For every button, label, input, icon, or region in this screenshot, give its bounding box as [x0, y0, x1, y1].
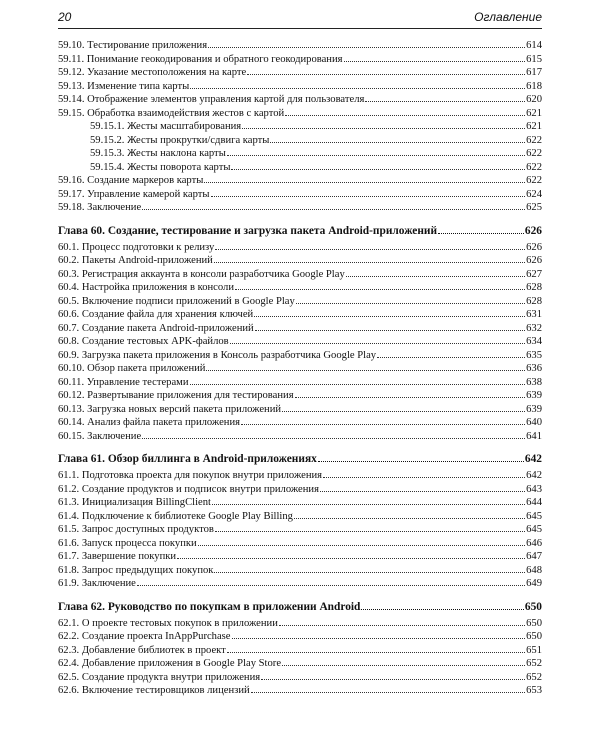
page-ref: 631: [526, 309, 542, 320]
dot-leader: [318, 461, 524, 462]
toc-subentry[interactable]: [58, 161, 542, 175]
toc-entry[interactable]: [58, 308, 542, 322]
entry-title: 61.8. Запрос предыдущих покупок: [58, 564, 214, 576]
entry-title: 61.1. Подготовка проекта для покупок внутри приложения: [58, 470, 323, 481]
toc-entry[interactable]: [58, 550, 542, 564]
entry-title: 62.5. Создание продукта внутри приложения: [58, 671, 261, 683]
toc-entry[interactable]: [58, 430, 542, 444]
dot-leader: [137, 585, 525, 586]
page-ref: 638: [526, 376, 542, 388]
toc-entry[interactable]: [58, 281, 542, 295]
toc-entry[interactable]: [58, 188, 542, 202]
dot-leader: [346, 276, 525, 277]
entry-title: 59.18. Заключение: [58, 202, 142, 213]
toc-entry[interactable]: [58, 174, 542, 188]
toc-entry[interactable]: [58, 523, 542, 537]
page-ref: 647: [526, 551, 542, 562]
page-ref: 652: [526, 658, 542, 669]
dot-leader: [251, 692, 525, 693]
dot-leader: [214, 262, 525, 263]
toc-entry[interactable]: [58, 389, 542, 403]
entry-title: 60.1. Процесс подготовки к релизу: [58, 241, 215, 253]
entry-title: 61.6. Запуск процесса покупки: [58, 537, 197, 549]
toc-entry[interactable]: [58, 53, 542, 67]
entry-title: 59.10. Тестирование приложения: [58, 40, 208, 51]
entry-title: 60.15. Заключение: [58, 430, 142, 442]
entry-title: Глава 60. Создание, тестирование и загрузка пакета Android-приложений: [58, 224, 438, 237]
dot-leader: [344, 61, 526, 62]
page-ref: 652: [526, 671, 542, 683]
page-ref: 628: [526, 295, 542, 307]
page-ref: 650: [526, 617, 542, 629]
entry-title: 60.14. Анализ файла пакета приложения: [58, 417, 241, 428]
entry-title: 62.4. Добавление приложения в Google Play Store: [58, 658, 282, 669]
page-ref: 640: [526, 417, 542, 428]
page-ref: 646: [526, 537, 542, 549]
page-ref: 653: [526, 685, 542, 696]
chapter-heading[interactable]: [58, 224, 542, 239]
page-ref: 641: [526, 430, 542, 442]
toc-entry[interactable]: [58, 39, 542, 53]
dot-leader: [230, 343, 525, 344]
dot-leader: [255, 330, 525, 331]
dot-leader: [294, 518, 525, 519]
dot-leader: [231, 169, 525, 170]
page-ref: 634: [526, 336, 542, 347]
page-ref: 622: [526, 161, 542, 173]
entry-title: 61.2. Создание продуктов и подписок внутри приложения: [58, 483, 319, 495]
dot-leader: [282, 665, 525, 666]
toc-entry[interactable]: [58, 630, 542, 644]
toc-entry[interactable]: [58, 80, 542, 94]
entry-title: 59.15.4. Жесты поворота карты: [90, 161, 231, 173]
chapter-heading[interactable]: [58, 452, 542, 467]
page-ref: 628: [526, 282, 542, 293]
page-ref: 626: [526, 241, 542, 253]
page-ref: 618: [526, 80, 542, 92]
page-ref: 615: [526, 53, 542, 65]
dot-leader: [235, 289, 525, 290]
dot-leader: [232, 638, 526, 639]
entry-title: 60.2. Пакеты Android-приложений: [58, 255, 213, 266]
entry-title: 60.7. Создание пакета Android-приложений: [58, 322, 254, 334]
dot-leader: [438, 233, 524, 234]
toc-entry[interactable]: [58, 496, 542, 510]
entry-title: Глава 62. Руководство по покупкам в приложении Android: [58, 600, 361, 613]
entry-title: 62.1. О проекте тестовых покупок в приложении: [58, 617, 278, 629]
toc-entry[interactable]: [58, 564, 542, 578]
entry-title: 60.12. Развертывание приложения для тестирования: [58, 390, 294, 401]
entry-title: 60.10. Обзор пакета приложений: [58, 363, 206, 374]
page-ref: 642: [526, 470, 542, 481]
page-ref: 620: [526, 94, 542, 105]
toc-entry[interactable]: [58, 362, 542, 376]
entry-title: 59.13. Изменение типа карты: [58, 80, 190, 92]
toc-subentry[interactable]: [58, 120, 542, 134]
toc-entry[interactable]: [58, 322, 542, 336]
toc-entry[interactable]: [58, 483, 542, 497]
toc-entry[interactable]: [58, 254, 542, 268]
entry-title: 61.4. Подключение к библиотеке Google Play Billing: [58, 510, 293, 522]
entry-title: 59.16. Создание маркеров карты: [58, 175, 204, 186]
page-ref: 622: [526, 134, 542, 146]
page-ref: 626: [524, 224, 542, 237]
entry-title: 59.15. Обработка взаимодействия жестов с картой: [58, 107, 285, 119]
toc-entry[interactable]: [58, 644, 542, 658]
page-ref: 627: [526, 268, 542, 280]
page-ref: 622: [526, 148, 542, 159]
dot-leader: [177, 558, 525, 559]
dot-leader: [204, 182, 525, 183]
page-header: [58, 8, 542, 29]
entry-title: 60.8. Создание тестовых APK-файлов: [58, 336, 229, 347]
toc-subentry[interactable]: [58, 147, 542, 161]
entry-title: 59.15.2. Жесты прокрутки/сдвига карты: [90, 134, 270, 146]
entry-title: 62.3. Добавление библиотек в проект: [58, 644, 226, 656]
page-ref: 621: [526, 107, 542, 119]
toc-entry[interactable]: [58, 537, 542, 551]
page-ref: 650: [524, 600, 542, 613]
toc-subentry[interactable]: [58, 134, 542, 148]
toc-entry[interactable]: [58, 510, 542, 524]
page-ref: 645: [526, 510, 542, 522]
entry-title: 60.5. Включение подписи приложений в Google Play: [58, 295, 295, 307]
dot-leader: [190, 88, 525, 89]
entry-title: 59.12. Указание местоположения на карте: [58, 67, 247, 78]
entry-title: 60.6. Создание файла для хранения ключей: [58, 309, 254, 320]
toc-entry[interactable]: [58, 268, 542, 282]
entry-title: 60.9. Загрузка пакета приложения в Консоль разработчика Google Play: [58, 349, 377, 361]
page-ref: 624: [526, 188, 542, 200]
page-ref: 651: [526, 644, 542, 656]
dot-leader: [320, 491, 525, 492]
entry-title: 62.6. Включение тестировщиков лицензий: [58, 685, 250, 696]
toc-entry[interactable]: [58, 376, 542, 390]
dot-leader: [227, 155, 525, 156]
toc-entry[interactable]: [58, 349, 542, 363]
toc-entry[interactable]: [58, 107, 542, 121]
table-of-contents: [58, 39, 542, 698]
dot-leader: [323, 477, 525, 478]
page-number: 20: [58, 10, 72, 24]
toc-entry[interactable]: [58, 295, 542, 309]
dot-leader: [296, 303, 525, 304]
page-ref: 639: [526, 390, 542, 401]
dot-leader: [211, 196, 526, 197]
dot-leader: [208, 47, 525, 48]
entry-title: 60.4. Настройка приложения в консоли: [58, 282, 234, 293]
dot-leader: [241, 424, 525, 425]
toc-entry[interactable]: [58, 66, 542, 80]
entry-title: 59.15.1. Жесты масштабирования: [90, 121, 242, 132]
page-ref: 626: [526, 255, 542, 266]
page-ref: 632: [526, 322, 542, 334]
toc-entry[interactable]: [58, 93, 542, 107]
dot-leader: [270, 142, 525, 143]
toc-entry[interactable]: [58, 617, 542, 631]
entry-title: Глава 61. Обзор биллинга в Android-приложениях: [58, 453, 317, 465]
entry-title: 60.3. Регистрация аккаунта в консоли разработчика Google Play: [58, 268, 345, 280]
dot-leader: [279, 625, 525, 626]
dot-leader: [377, 357, 525, 358]
running-title: Оглавление: [474, 10, 542, 24]
page-ref: 636: [526, 363, 542, 374]
entry-title: 61.5. Запрос доступных продуктов: [58, 524, 214, 535]
entry-title: 61.9. Заключение: [58, 578, 136, 589]
dot-leader: [261, 679, 525, 680]
entry-title: 60.13. Загрузка новых версий пакета приложений: [58, 403, 282, 415]
dot-leader: [285, 115, 525, 116]
chapter-heading[interactable]: [58, 600, 542, 615]
entry-title: 59.14. Отображение элементов управления картой для пользователя: [58, 94, 365, 105]
entry-title: 62.2. Создание проекта InAppPurchase: [58, 631, 231, 642]
page-ref: 650: [526, 631, 542, 642]
dot-leader: [247, 74, 525, 75]
entry-title: 59.17. Управление камерой карты: [58, 188, 210, 200]
page-ref: 621: [526, 121, 542, 132]
page-ref: 645: [526, 524, 542, 535]
toc-entry[interactable]: [58, 335, 542, 349]
page-ref: 644: [526, 497, 542, 508]
page-ref: 648: [526, 564, 542, 576]
dot-leader: [215, 249, 525, 250]
dot-leader: [295, 397, 526, 398]
dot-leader: [365, 101, 525, 102]
dot-leader: [190, 384, 526, 385]
page-ref: 622: [526, 175, 542, 186]
page-ref: 642: [524, 453, 542, 465]
dot-leader: [142, 209, 525, 210]
entry-title: 59.15.3. Жесты наклона карты: [90, 148, 226, 159]
dot-leader: [212, 504, 525, 505]
toc-entry[interactable]: [58, 657, 542, 671]
toc-entry[interactable]: [58, 469, 542, 483]
dot-leader: [227, 652, 525, 653]
toc-entry[interactable]: [58, 577, 542, 591]
dot-leader: [361, 609, 524, 610]
page-ref: 639: [526, 403, 542, 415]
entry-title: 61.3. Инициализация BillingClient: [58, 497, 211, 508]
entry-title: 59.11. Понимание геокодирования и обратного геокодирования: [58, 53, 343, 65]
page-ref: 635: [526, 349, 542, 361]
dot-leader: [206, 370, 525, 371]
toc-entry[interactable]: [58, 241, 542, 255]
toc-entry[interactable]: [58, 416, 542, 430]
dot-leader: [215, 531, 525, 532]
page-ref: 617: [526, 67, 542, 78]
page-ref: 625: [526, 202, 542, 213]
dot-leader: [242, 128, 525, 129]
toc-entry[interactable]: [58, 403, 542, 417]
toc-entry[interactable]: [58, 684, 542, 698]
entry-title: 61.7. Завершение покупки: [58, 551, 177, 562]
entry-title: 60.11. Управление тестерами: [58, 376, 189, 388]
toc-entry[interactable]: [58, 671, 542, 685]
dot-leader: [142, 438, 525, 439]
page-ref: 649: [526, 578, 542, 589]
page-ref: 643: [526, 483, 542, 495]
dot-leader: [214, 572, 525, 573]
dot-leader: [254, 316, 525, 317]
dot-leader: [282, 411, 525, 412]
page-ref: 614: [526, 40, 542, 51]
toc-entry[interactable]: [58, 201, 542, 215]
dot-leader: [198, 545, 525, 546]
